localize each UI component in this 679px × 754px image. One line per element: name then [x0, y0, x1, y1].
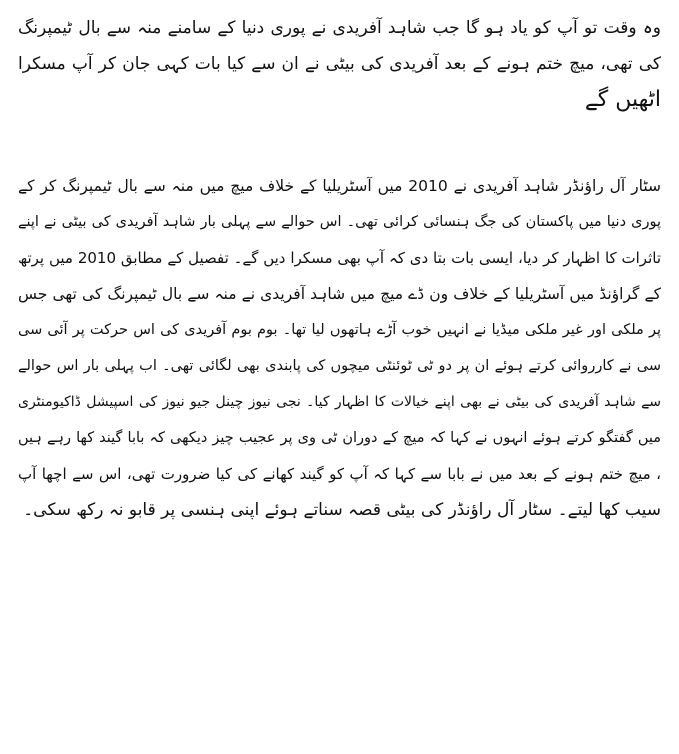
article-paragraph-1	[18, 10, 661, 118]
text-line: اٹھیں گے	[584, 87, 661, 112]
text-line: کی تھی، میچ ختم ہونے کے بعد آفریدی کی بیٹی نے ان سے کیا بات کہی جان کر آپ مسکرا	[18, 54, 661, 74]
text-line: پر ملکی اور غیر ملکی میڈیا نے انہیں خوب آڑے ہاتھوں لیا تھا۔ بوم بوم آفریدی کی اس حرکت پر آئی سی	[18, 322, 661, 338]
article-body	[18, 10, 661, 528]
text-line: سے شاہد آفریدی کی بیٹی نے بھی اپنے خیالات کا اظہار کیا۔ نجی نیوز چینل جیو نیوز کی اسپیشل ڈاکیومنٹری	[18, 394, 661, 410]
text-line: وہ وقت تو آپ کو یاد ہو گا جب شاہد آفریدی نے پوری دنیا کے سامنے منہ سے بال ٹیمپرنگ	[18, 18, 661, 38]
text-line: سی نے کارروائی کرتے ہوئے ان پر دو ٹی ٹوئنٹی میچوں کی پابندی بھی لگائی تھی۔ اب پہلی بار اس حوالے	[18, 358, 661, 374]
text-line: تاثرات کا اظہار کر دیا، ایسی بات بتا دی کہ آپ بھی مسکرا دیں گے۔ تفصیل کے مطابق 2010 میں پرتھ	[18, 249, 661, 267]
text-line: سیب کھا لیتے۔ سٹار آل راؤنڈر کی بیٹی قصہ سناتے ہوئے اپنی ہنسی پر قابو نہ رکھ سکی۔	[23, 500, 661, 520]
article-paragraph-2	[18, 168, 661, 528]
text-line: پوری دنیا میں پاکستان کی جگ ہنسائی کرائی تھی۔ اس حوالے سے پہلی بار شاہد آفریدی کی بیٹی نے اپنے	[18, 214, 661, 230]
text-line: کے گراؤنڈ میں آسٹریلیا کے خلاف ون ڈے میچ میں شاہد آفریدی نے منہ سے بال ٹیمپرنگ کی تھی جس	[18, 285, 661, 303]
text-line: ، میچ ختم ہونے کے بعد میں نے بابا سے کہا کہ آپ کو گیند کھانے کی کیا ضرورت تھی، اس سے اچھا آپ	[18, 465, 661, 483]
text-line: سٹار آل راؤنڈر شاہد آفریدی نے 2010 میں آسٹریلیا کے خلاف میچ میں منہ سے بال ٹیمپرنگ کر کے	[18, 177, 661, 195]
text-line: میں گفتگو کرتے ہوئے انہوں نے کہا کہ میچ کے دوران ٹی وی پر عجیب چیز دیکھی کہ بابا گیند کھا رہے ہیں	[18, 430, 661, 446]
